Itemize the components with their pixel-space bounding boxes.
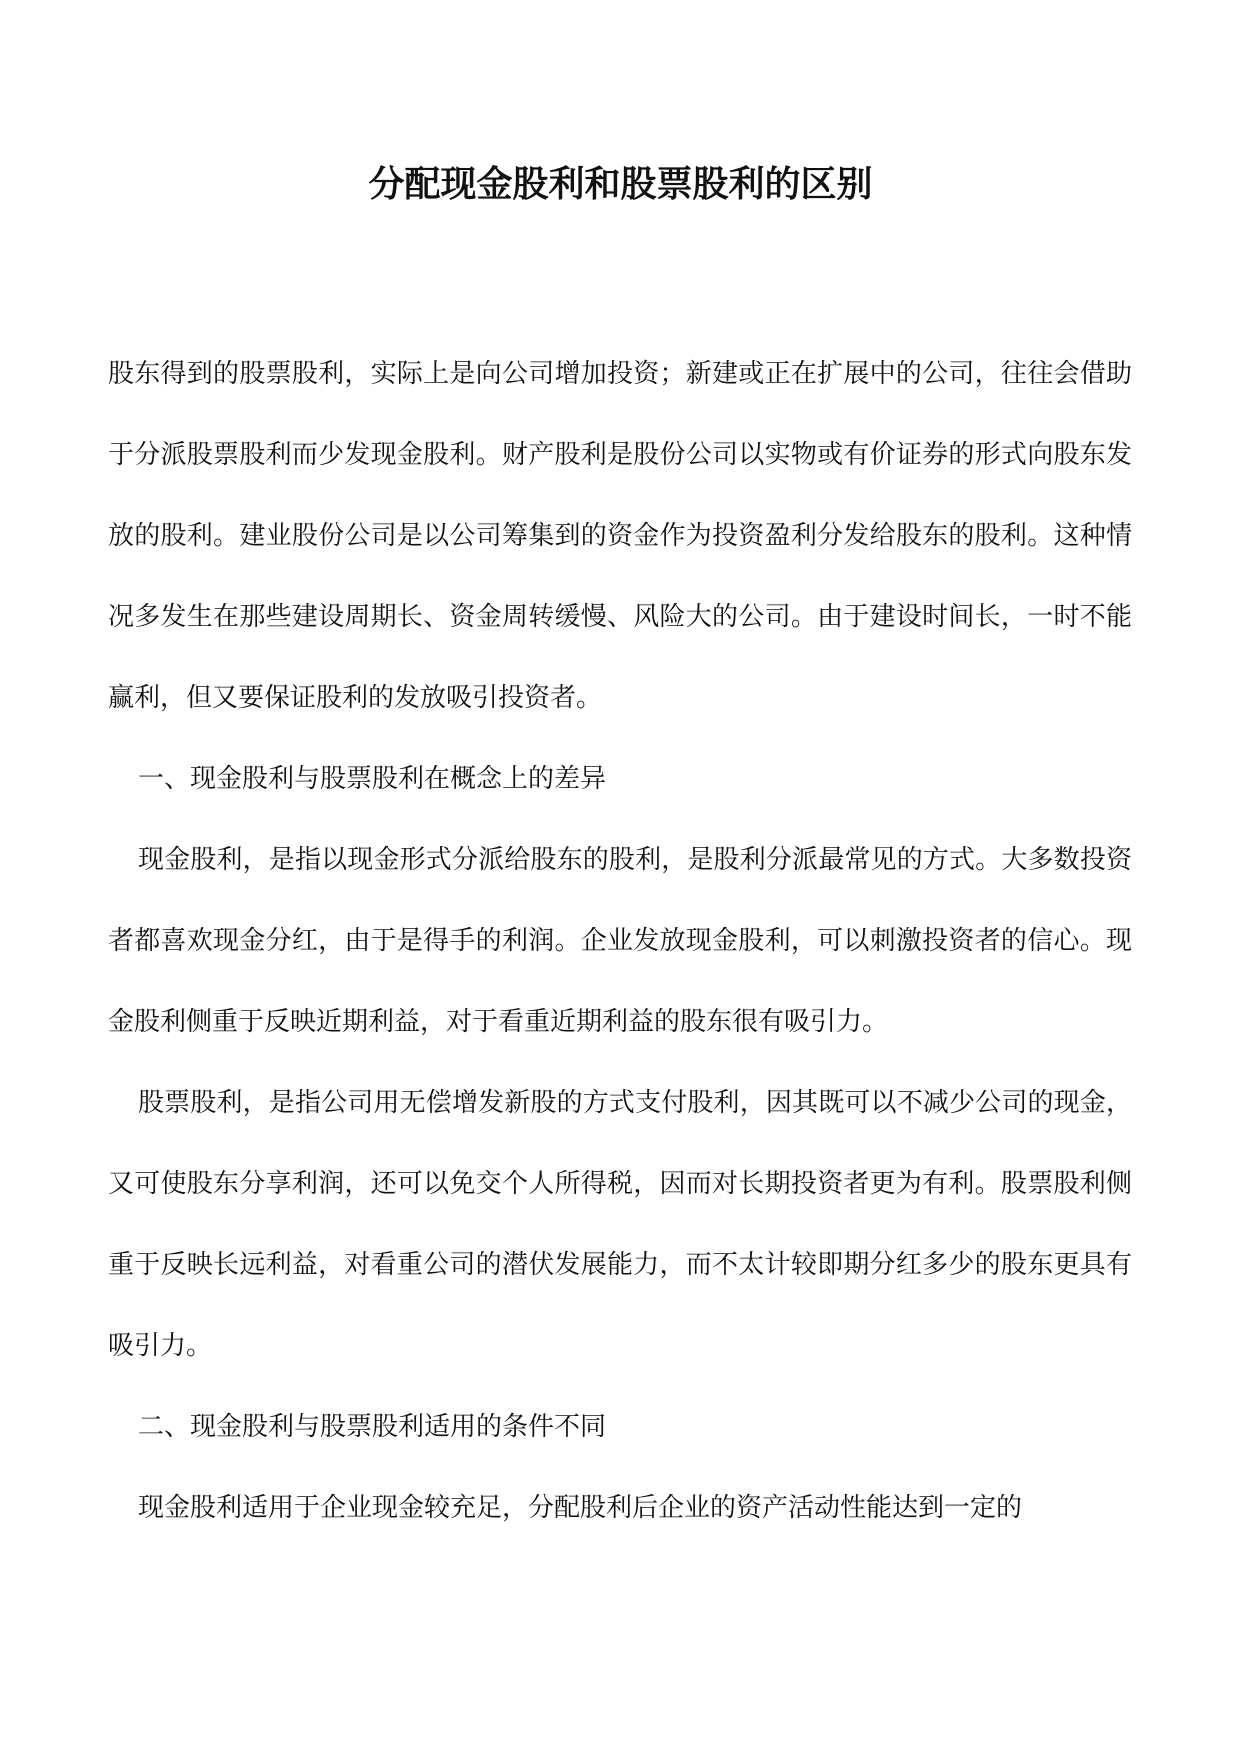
document-title: 分配现金股利和股票股利的区别 — [368, 163, 873, 205]
paragraph-cash-dividend: 现金股利，是指以现金形式分派给股东的股利，是股利分派最常见的方式。大多数投资者都喜欢现金分红，由于是得手的利润。企业发放现金股利，可以刺激投资者的信心。现金股利侧重于反映近期利益，对于看重近期利益的股东很有吸引力。 — [108, 845, 1132, 1037]
paragraph-stock-dividend: 股票股利，是指公司用无偿增发新股的方式支付股利，因其既可以不减少公司的现金，又可使股东分享利润，还可以免交个人所得税，因而对长期投资者更为有利。股票股利侧重于反映长远利益，对看重公司的潜伏发展能力，而不太计较即期分红多少的股东更具有吸引力。 — [108, 1088, 1132, 1361]
section-heading-1: 一、现金股利与股票股利在概念上的差异 — [138, 764, 607, 794]
paragraph-intro: 股东得到的股票股利，实际上是向公司增加投资；新建或正在扩展中的公司，往往会借助于分派股票股利而少发现金股利。财产股利是股份公司以实物或有价证券的形式向股东发放的股利。建业股份公司是以公司筹集到的资金作为投资盈利分发给股东的股利。这种情况多发生在那些建设周期长、资金周转缓慢、风险大的公司。由于建设时间长，一时不能赢利，但又要保证股利的发放吸引投资者。 — [108, 359, 1132, 713]
section-heading-2: 二、现金股利与股票股利适用的条件不同 — [138, 1412, 607, 1442]
document-body — [108, 334, 1132, 1549]
paragraph-cash-dividend-conditions: 现金股利适用于企业现金较充足，分配股利后企业的资产活动性能达到一定的 — [138, 1493, 1023, 1523]
